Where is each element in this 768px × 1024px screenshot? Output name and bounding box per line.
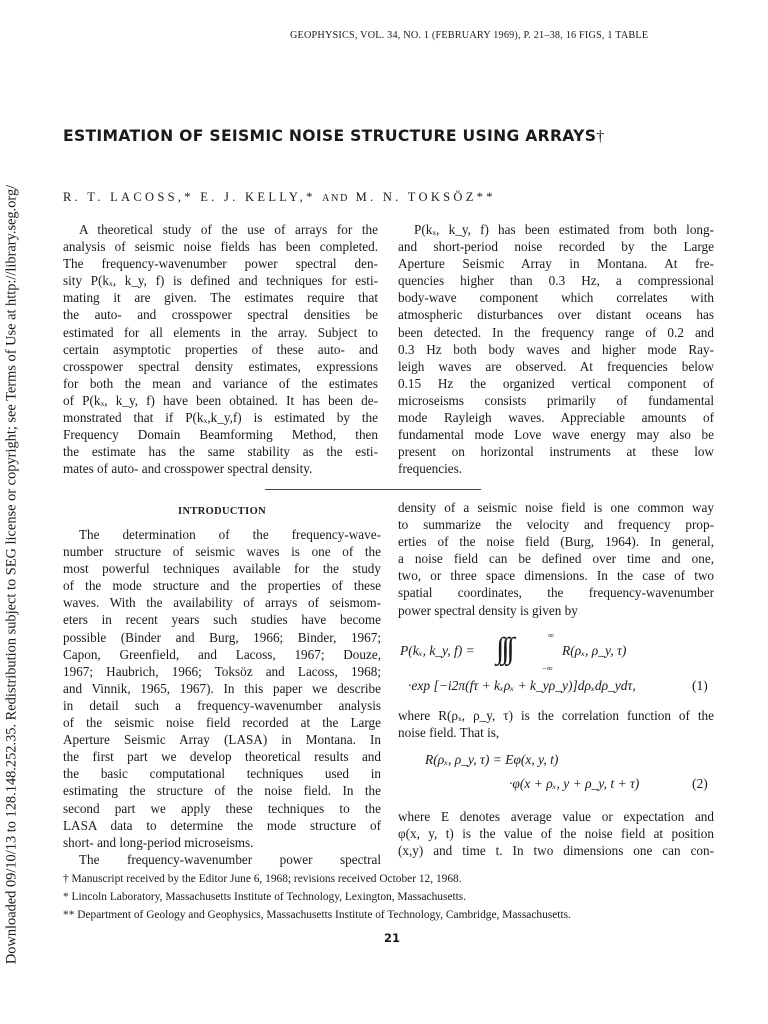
body-line: the basic computational techniques used in (63, 766, 381, 782)
body-line: The frequency-wavenumber power spectral (79, 851, 381, 867)
section-divider (265, 489, 481, 490)
body-line: of the seismic noise field recorded at the Large (63, 715, 381, 731)
body-line: the first part we develop theoretical results and (63, 749, 381, 765)
page-number: 21 (383, 931, 400, 945)
equation-1-integrand: R(ρₓ, ρ_y, τ) (562, 643, 627, 658)
body-line: LASA data to determine the mode structure of (63, 817, 381, 833)
body-line: where R(ρₓ, ρ_y, τ) is the correlation function of the (398, 708, 714, 723)
introduction-right-column (398, 499, 714, 619)
footnote: ** Department of Geology and Geophysics, Massachusetts Institute of Technology, Cambridge, Massachusetts. (63, 909, 571, 921)
body-line: of the mode structure and the properties of these (63, 578, 381, 594)
equation-1-number: (1) (692, 678, 708, 693)
abstract-line: Frequency Domain Beamforming Method, then (63, 427, 378, 443)
upper-limit: ∞ (548, 630, 555, 640)
body-line: Capon, Greenfield, and Lacoss, 1967; Douze, (63, 646, 381, 662)
body-line: Aperture Seismic Array (LASA) in Montana. In (63, 732, 381, 748)
abstract-line: of P(kₓ, k_y, f) have been obtained. It has been de- (63, 392, 378, 408)
abstract-line: mode Rayleigh waves. Appreciable amounts of (398, 410, 714, 426)
abstract-line: been detected. In the frequency range of 0.2 and (398, 324, 714, 340)
body-line: a noise field can be defined over time and one, (398, 551, 714, 567)
lower-limit: −∞ (542, 663, 553, 673)
running-head: GEOPHYSICS, VOL. 34, NO. 1 (FEBRUARY 1969), P. 21–38, 16 FIGS, 1 TABLE (290, 30, 649, 41)
body-line: The determination of the frequency-wave- (79, 527, 381, 542)
abstract-line: 0.15 Hz the organized vertical component of (398, 375, 714, 391)
equation-1-exponential: ·exp [−i2π(fτ + kₓρₓ + k_yρ_y)]dρₓdρ_ydτ, (408, 678, 636, 693)
equation-2-line-1: R(ρₓ, ρ_y, τ) = Eφ(x, y, t) (425, 752, 559, 767)
abstract-line: quencies higher than 0.3 Hz, a compressional (398, 273, 714, 289)
abstract-line: mates of auto- and crosspower spectral density. (63, 461, 313, 477)
abstract-right-column (398, 221, 714, 477)
authors-and: AND (322, 193, 350, 204)
body-line: second part we apply these techniques to the (63, 800, 381, 816)
abstract-line: the estimate has the same stability as the esti- (63, 444, 378, 460)
introduction-left-column (63, 503, 381, 868)
author-line (63, 190, 703, 205)
abstract-line: mating it are given. The estimates require that (63, 290, 378, 306)
abstract-line: certain asymptotic properties of these auto- and (63, 341, 378, 357)
abstract-line: present on horizontal instruments at these low (398, 444, 714, 460)
body-line: power spectral density is given by (398, 602, 578, 618)
equation-2 (400, 752, 716, 796)
abstract-line: body-wave component which correlates with (398, 290, 714, 306)
abstract-line: for both the mean and variance of the estimates (63, 375, 378, 391)
body-line: spatial coordinates, the frequency-wavenumber (398, 585, 714, 601)
abstract-line: estimated for all elements in the array. Subject to (63, 324, 378, 340)
title-footnote-mark: † (596, 128, 605, 145)
equation-2-line-2: ·φ(x + ρₓ, y + ρ_y, t + τ) (509, 776, 640, 791)
abstract-line: analysis of seismic noise fields has been completed. (63, 239, 378, 255)
abstract-line: sity P(kₓ, k_y, f) is defined and techniques for esti- (63, 273, 378, 289)
abstract-line: the auto- and crosspower spectral densities be (63, 307, 378, 323)
title-text: ESTIMATION OF SEISMIC NOISE STRUCTURE USING ARRAYS (63, 127, 597, 145)
download-notice: Downloaded 09/10/13 to 128.148.252.35. Redistribution subject to SEG license or copyright; see Terms of Use at http://library.seg.org/ (3, 184, 20, 965)
abstract-left-column (63, 221, 378, 477)
authors-part-1: R. T. LACOSS,* E. J. KELLY,* (63, 190, 316, 204)
abstract-line: and short-period noise recorded by the Large (398, 239, 714, 255)
body-line: φ(x, y, t) is the value of the noise field at position (398, 826, 714, 842)
footnote: † Manuscript received by the Editor June 6, 1968; revisions received October 12, 1968. (63, 873, 462, 885)
equation-1-lhs: P(kₓ, k_y, f) = (400, 643, 475, 658)
abstract-line: P(kₓ, k_y, f) has been estimated from both long- (414, 222, 714, 237)
footnote: * Lincoln Laboratory, Massachusetts Institute of Technology, Lexington, Massachusetts. (63, 891, 467, 903)
body-line: number structure of seismic waves is one of the (63, 544, 381, 560)
abstract-line: frequencies. (398, 461, 463, 477)
body-line: where E denotes average value or expectation and (398, 809, 714, 824)
authors-part-2: M. N. TOKSÖZ** (355, 190, 496, 204)
section-heading: INTRODUCTION (178, 506, 266, 517)
equation-1 (400, 630, 716, 695)
abstract-line: The frequency-wavenumber power spectral den- (63, 256, 378, 272)
abstract-line: 0.3 Hz both body waves and higher mode Ray- (398, 341, 714, 357)
abstract-line: atmospheric disturbances over distant oceans has (398, 307, 714, 323)
body-line: in detail such a frequency-wavenumber analysis (63, 697, 381, 713)
abstract-line: leigh waves are observed. At frequencies below (398, 358, 714, 374)
abstract-line: microseisms consists primarily of fundamental (398, 392, 714, 408)
abstract-line: Aperture Seismic Array in Montana. At fre- (398, 256, 714, 272)
body-line: (x,y) and time t. In two dimensions one can con- (398, 843, 714, 859)
abstract-line: monstrated that if P(kₓ,k_y,f) is estimated by the (63, 410, 378, 426)
article-title (63, 127, 703, 146)
body-line: 1967; Haubrich, 1966; Toksöz and Lacoss, 1968; (63, 663, 381, 679)
body-line: possible (Binder and Burg, 1966; Binder, 1967; (63, 629, 381, 645)
body-line: estimating the structure of the noise field. In the (63, 783, 381, 799)
body-line: erties of the noise field (Burg, 1964). In general, (398, 534, 714, 550)
body-line: short- and long-period microseisms. (63, 834, 254, 850)
body-line: and Vinnik, 1965, 1967). In this paper we describe (63, 680, 381, 696)
equation-2-followup (398, 808, 714, 859)
body-line: two, or three space dimensions. In the case of two (398, 568, 714, 584)
equation-2-number: (2) (692, 776, 708, 791)
body-line: noise field. That is, (398, 725, 500, 741)
body-line: to summarize the velocity and frequency prop- (398, 517, 714, 533)
body-line: waves. With the availability of arrays of seismom- (63, 595, 381, 611)
body-line: eters in recent years such studies have become (63, 612, 381, 628)
footnotes (63, 870, 723, 924)
integral-sign: ∫∫∫ (496, 632, 512, 665)
body-line: most powerful techniques available for the study (63, 561, 381, 577)
body-line: density of a seismic noise field is one common way (398, 500, 714, 515)
abstract-line: fundamental mode Love wave energy may also be (398, 427, 714, 443)
abstract-line: A theoretical study of the use of arrays for the (79, 222, 378, 237)
equation-1-followup (398, 707, 714, 741)
abstract-line: crosspower spectral density estimates, expressions (63, 358, 378, 374)
